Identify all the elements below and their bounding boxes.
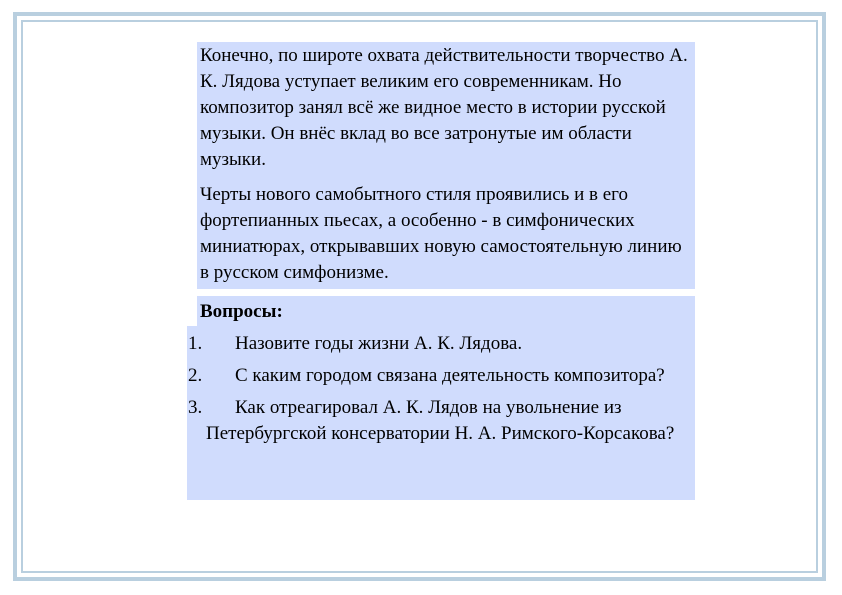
question-text: Как отреагировал А. К. Лядов на увольнение из Петербургской консерватории Н. А. Римского-Корсакова?	[206, 397, 675, 444]
question-number: 3.	[188, 397, 203, 418]
question-number: 1.	[188, 333, 203, 354]
question-item-3	[187, 395, 695, 447]
question-text: С каким городом связана деятельность композитора?	[235, 365, 665, 386]
paragraph-1: Конечно, по широте охвата действительности творчество А. К. Лядова уступает великим его современникам. Но композитор занял всё же видное место в истории русской музыки. Он внёс вклад во все затронутые им области музыки.	[197, 42, 695, 181]
question-text: Назовите годы жизни А. К. Лядова.	[235, 333, 523, 354]
questions-list	[187, 326, 695, 500]
question-item-2	[187, 363, 695, 389]
question-item-1	[187, 331, 695, 357]
questions-heading: Вопросы:	[197, 296, 695, 326]
question-number: 2.	[188, 365, 203, 386]
paragraph-2: Черты нового самобытного стиля проявились и в его фортепианных пьесах, а особенно - в симфонических миниатюрах, открывавших новую самостоятельную линию в русском симфонизме.	[197, 181, 695, 289]
